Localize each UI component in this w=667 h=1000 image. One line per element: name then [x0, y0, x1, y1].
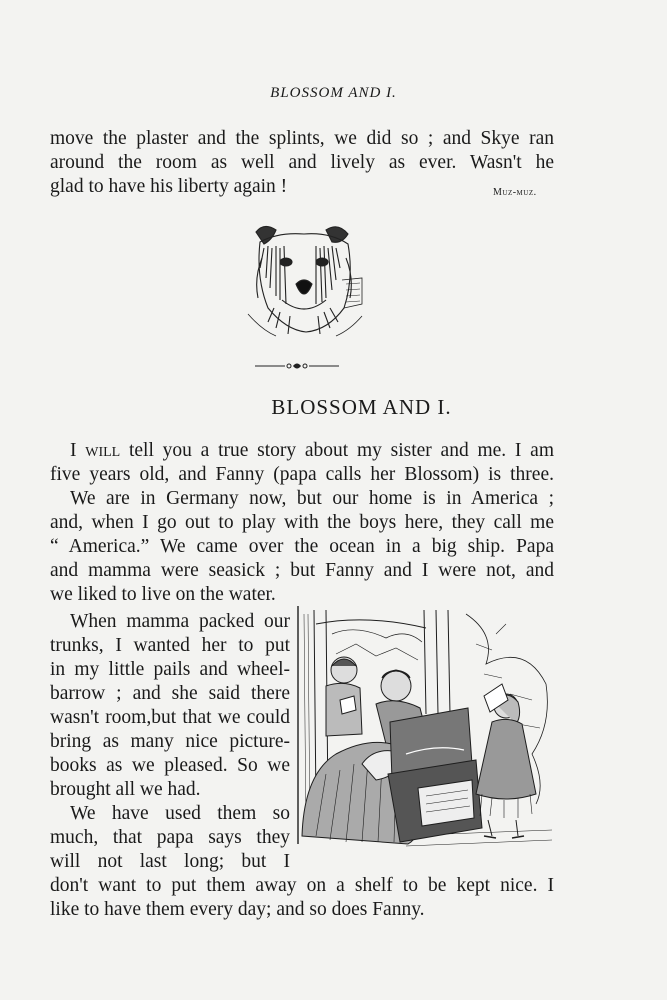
- ornament-divider: [255, 360, 339, 372]
- text-line: glad to have his liberty again !: [50, 176, 288, 197]
- text-line: wasn't room,but that we could: [50, 707, 290, 728]
- text-line: five years old, and Fanny (papa calls her Blossom) is three.: [50, 464, 554, 485]
- text-line: books as we pleased. So we: [50, 755, 290, 776]
- text-line: move the plaster and the splints, we did so ; and Skye ran: [50, 128, 554, 149]
- text-line: We have used them so: [70, 803, 290, 824]
- text-line: trunks, I wanted her to put: [50, 635, 290, 656]
- text-line: around the room as well and lively as ever. Wasn't he: [50, 152, 554, 173]
- running-head: BLOSSOM AND I.: [270, 85, 397, 101]
- text-line: like to have them every day; and so does Fanny.: [50, 899, 425, 920]
- packing-trunk-illustration: [296, 604, 552, 850]
- text-line: in my little pails and wheel-: [50, 659, 290, 680]
- text-line: brought all we had.: [50, 779, 201, 800]
- text-line: and mamma were seasick ; but Fanny and I were not, and: [50, 560, 554, 581]
- text-line: “ America.” We came over the ocean in a big ship. Papa: [50, 536, 554, 557]
- author-signature: Muz-muz.: [493, 187, 537, 198]
- text-line: much, that papa says they: [50, 827, 290, 848]
- text-line: we liked to live on the water.: [50, 584, 276, 605]
- dog-illustration: [246, 218, 364, 340]
- chapter-title: BLOSSOM AND I.: [271, 395, 452, 419]
- text-line: We are in Germany now, but our home is in America ;: [70, 488, 554, 509]
- text-line: don't want to put them away on a shelf to be kept nice. I: [50, 875, 554, 896]
- text-line: and, when I go out to play with the boys here, they call me: [50, 512, 554, 533]
- text-line: When mamma packed our: [70, 611, 290, 632]
- text-line: [50, 439, 554, 463]
- text-line: bring as many nice picture-: [50, 731, 290, 752]
- drop-word: I will: [70, 440, 121, 461]
- text-line: barrow ; and she said there: [50, 683, 290, 704]
- text-fragment: tell you a true story about my sister and me. I am: [120, 440, 554, 461]
- text-line: will not last long; but I: [50, 851, 290, 872]
